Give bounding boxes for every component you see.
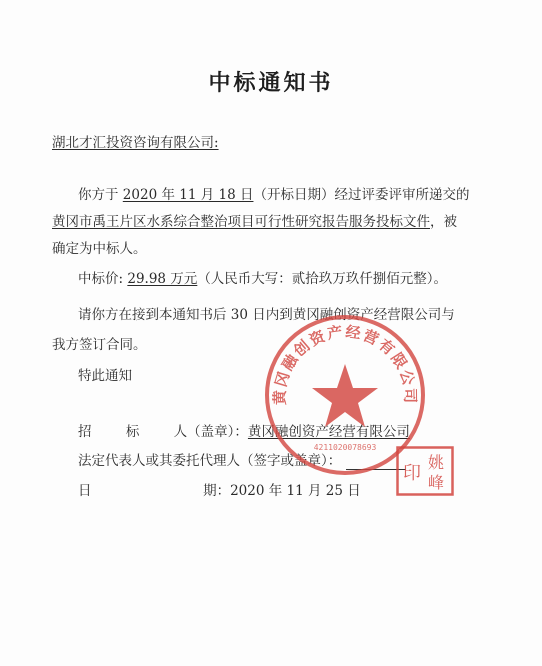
bid-price-label: 中标价: (78, 271, 124, 287)
para3-line2: 我方签订合同。 (52, 337, 147, 353)
personal-name-stamp (396, 446, 454, 496)
para1-line2 (52, 213, 457, 231)
bid-price-line (78, 270, 447, 288)
date-line (78, 482, 361, 500)
para1-line1 (78, 186, 469, 204)
stamp-char-1: 姚 (427, 453, 445, 472)
seal-text: 黄冈融创资产经营有限公司 (270, 322, 420, 406)
stamp-char-3: 印 (403, 463, 421, 484)
para1-line3: 确定为中标人。 (52, 241, 147, 257)
date-label: 日 期： (78, 483, 231, 499)
recipient-name: 湖北才汇投资咨询有限公司: (52, 135, 219, 151)
tenderer-label: 招 标 人（盖章）： (78, 424, 248, 440)
stamp-char-2: 峰 (427, 473, 445, 492)
bid-price-amount: 29.98 万元 (127, 271, 198, 287)
seal-code: 4211020078693 (313, 443, 377, 452)
para1-pre: 你方于 (78, 187, 119, 203)
tenderer-value: 黄冈融创资产经营有限公司 (247, 424, 410, 440)
project-name: 黄冈市禹王片区水系综合整治项目可行性研究报告服务投标文件 (52, 214, 430, 230)
para3-line1: 请你方在接到本通知书后 30 日内到黄冈融创资产经营限公司与 (78, 307, 455, 323)
para1-post: ，被 (430, 214, 457, 230)
document-title: 中标通知书 (208, 70, 334, 96)
recipient (52, 134, 219, 152)
para1-mid: （开标日期）经过评委评审所递交的 (253, 187, 470, 203)
bid-price-upper: （人民币大写：贰拾玖万玖仟捌佰元整）。 (197, 271, 448, 287)
seal-star-icon (312, 364, 378, 427)
date-value: 2020 年 11 月 25 日 (230, 483, 361, 499)
bid-open-date: 2020 年 11 月 18 日 (122, 187, 254, 203)
closing-text: 特此通知 (78, 368, 132, 384)
representative-label: 法定代表人或其委托代理人（签字或盖章）： (78, 453, 342, 469)
